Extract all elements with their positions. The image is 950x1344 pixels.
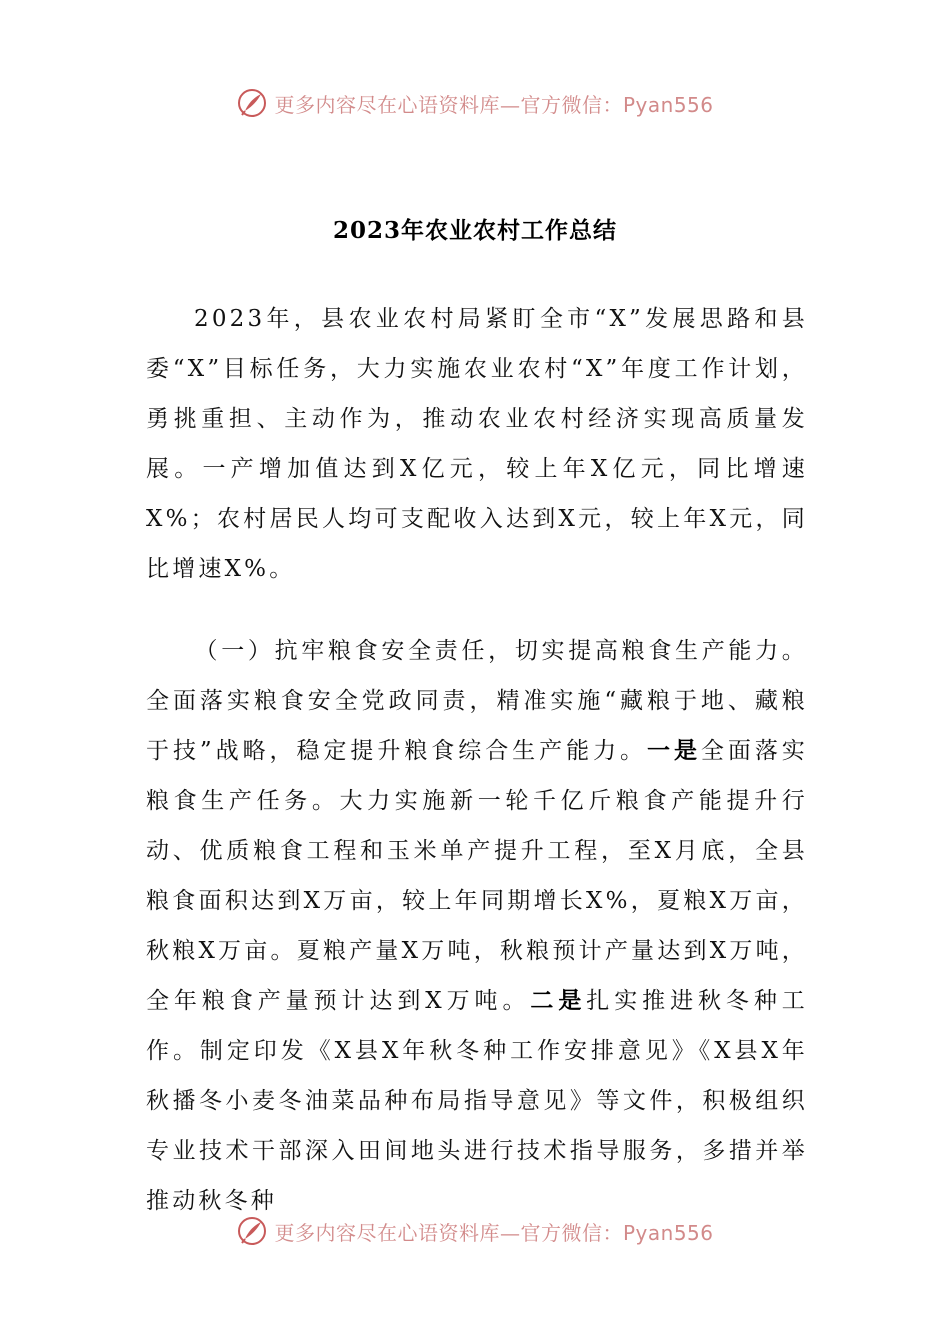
- point-label: 二是: [530, 987, 587, 1014]
- point-label: 一是: [646, 737, 701, 764]
- point-text: 全面落实粮食生产任务。大力实施新一轮千亿斤粮食产能提升行动、优质粮食工程和玉米单产提升工程，至X月底，全县粮食面积达到X万亩，较上年同期增长X%，夏粮X万亩，秋粮X万亩。夏粮产量X万吨，秋粮预计产量达到X万吨，全年粮食产量预计达到X万吨。: [146, 738, 808, 1014]
- document-title: 2023年农业农村工作总结: [332, 217, 617, 244]
- intro-paragraph: 2023年，县农业农村局紧盯全市“X”发展思路和县委“X”目标任务，大力实施农业农村“X”年度工作计划，勇挑重担、主动作为，推动农业农村经济实现高质量发展。一产增加值达到X亿元，较上年X亿元，同比增速X%；农村居民人均可支配收入达到X元，较上年X元，同比增速X%。: [146, 306, 808, 582]
- watermark-text: 更多内容尽在心语资料库—官方微信：Pyan556: [274, 1220, 714, 1245]
- section-lead: 全面落实粮食安全党政同责，精准实施“藏粮于地、藏粮于技”战略，稳定提升粮食综合生产能力。: [146, 688, 808, 764]
- watermark-text: 更多内容尽在心语资料库—官方微信：Pyan556: [274, 92, 714, 117]
- watermark-footer: [0, 1211, 950, 1251]
- feather-pen-icon: [236, 1215, 268, 1247]
- point-text: 扎实推进秋冬种工作。制定印发《X县X年秋冬种工作安排意见》《X县X年秋播冬小麦冬油菜品种布局指导意见》等文件，积极组织专业技术干部深入田间地头进行技术指导服务，多措并举推动秋冬种: [146, 988, 808, 1214]
- section-heading: （一）抗牢粮食安全责任，切实提高粮食生产能力。: [194, 638, 808, 664]
- watermark-header: [0, 83, 950, 123]
- feather-pen-icon: [236, 87, 268, 119]
- section-paragraph: [146, 626, 808, 1226]
